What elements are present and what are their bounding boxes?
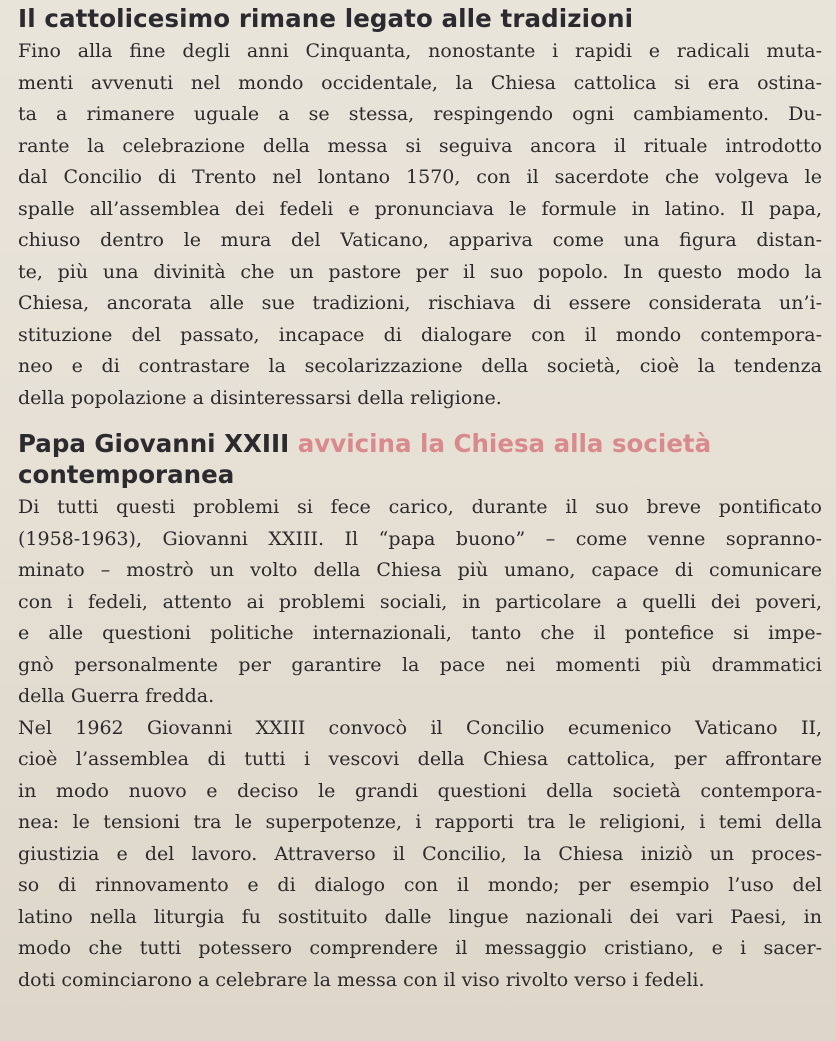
- text-line: modo che tutti potessero comprendere il messaggio cristiano, e i sacer-: [18, 937, 822, 959]
- text-line: menti avvenuti nel mondo occidentale, la Chiesa cattolica si era ostina-: [18, 71, 822, 94]
- text-line: cioè l’assemblea di tutti i vescovi della Chiesa cattolica, per affrontare: [18, 748, 822, 770]
- text-line: latino nella liturgia fu sostituito dalle lingue nazionali dei vari Paesi, in: [18, 905, 822, 928]
- paragraph-pope-buono: [18, 490, 822, 713]
- title-part-pope: Papa Giovanni XXIII: [18, 429, 298, 458]
- text-line: so di rinnovamento e di dialogo con il mondo; per esempio l’uso del: [18, 874, 822, 896]
- title-part-contemporary: contemporanea: [18, 460, 235, 489]
- text-line: con i fedeli, attento ai problemi sociali, in particolare a quelli dei poveri,: [18, 590, 822, 613]
- text-line: stituzione del passato, incapace di dialogare con il mondo contempora-: [18, 323, 822, 346]
- text-line: doti cominciarono a celebrare la messa con il viso rivolto verso i fedeli.: [18, 968, 705, 991]
- section-title-john-xxiii: [18, 428, 822, 490]
- paragraph-tradition: [18, 34, 822, 414]
- text-line: della popolazione a disinteressarsi della religione.: [18, 386, 502, 409]
- text-line: minato – mostrò un volto della Chiesa più umano, capace di comunicare: [18, 559, 822, 581]
- text-line: giustizia e del lavoro. Attraverso il Concilio, la Chiesa iniziò un proces-: [18, 842, 822, 865]
- text-line: chiuso dentro le mura del Vaticano, appariva come una figura distan-: [18, 229, 822, 251]
- text-line: dal Concilio di Trento nel lontano 1570, con il sacerdote che volgeva le: [18, 166, 822, 188]
- text-line: te, più una divinità che un pastore per il suo popolo. In questo modo la: [18, 260, 822, 283]
- text-line: gnò personalmente per garantire la pace nei momenti più drammatici: [18, 653, 822, 676]
- text-line: Di tutti questi problemi si fece carico, durante il suo breve pontificato: [18, 496, 822, 518]
- text-line: e alle questioni politiche internazionali, tanto che il pontefice si impe-: [18, 622, 822, 644]
- paragraph-vatican-ii: [18, 713, 822, 997]
- text-line: Fino alla fine degli anni Cinquanta, nonostante i rapidi e radicali muta-: [18, 40, 822, 62]
- text-line: Chiesa, ancorata alle sue tradizioni, rischiava di essere considerata un’i-: [18, 292, 822, 314]
- text-line: Nel 1962 Giovanni XXIII convocò il Concilio ecumenico Vaticano II,: [18, 716, 822, 739]
- text-line: in modo nuovo e deciso le grandi questioni della società contempora-: [18, 779, 822, 802]
- title-part-accent: avvicina la Chiesa alla società: [297, 429, 712, 458]
- text-line: nea: le tensioni tra le superpotenze, i rapporti tra le religioni, i temi della: [18, 811, 822, 833]
- text-line: spalle all’assemblea dei fedeli e pronunciava le formule in latino. Il papa,: [18, 197, 822, 220]
- text-line: (1958-1963), Giovanni XXIII. Il “papa buono” – come venne sopranno-: [18, 527, 822, 550]
- text-line: rante la celebrazione della messa si seguiva ancora il rituale introdotto: [18, 134, 822, 157]
- section-title-tradition: Il cattolicesimo rimane legato alle tradizioni: [18, 4, 634, 33]
- text-line: ta a rimanere uguale a se stessa, respingendo ogni cambiamento. Du-: [18, 103, 822, 125]
- text-line: della Guerra fredda.: [18, 685, 215, 707]
- text-line: neo e di contrastare la secolarizzazione della società, cioè la tendenza: [18, 355, 822, 377]
